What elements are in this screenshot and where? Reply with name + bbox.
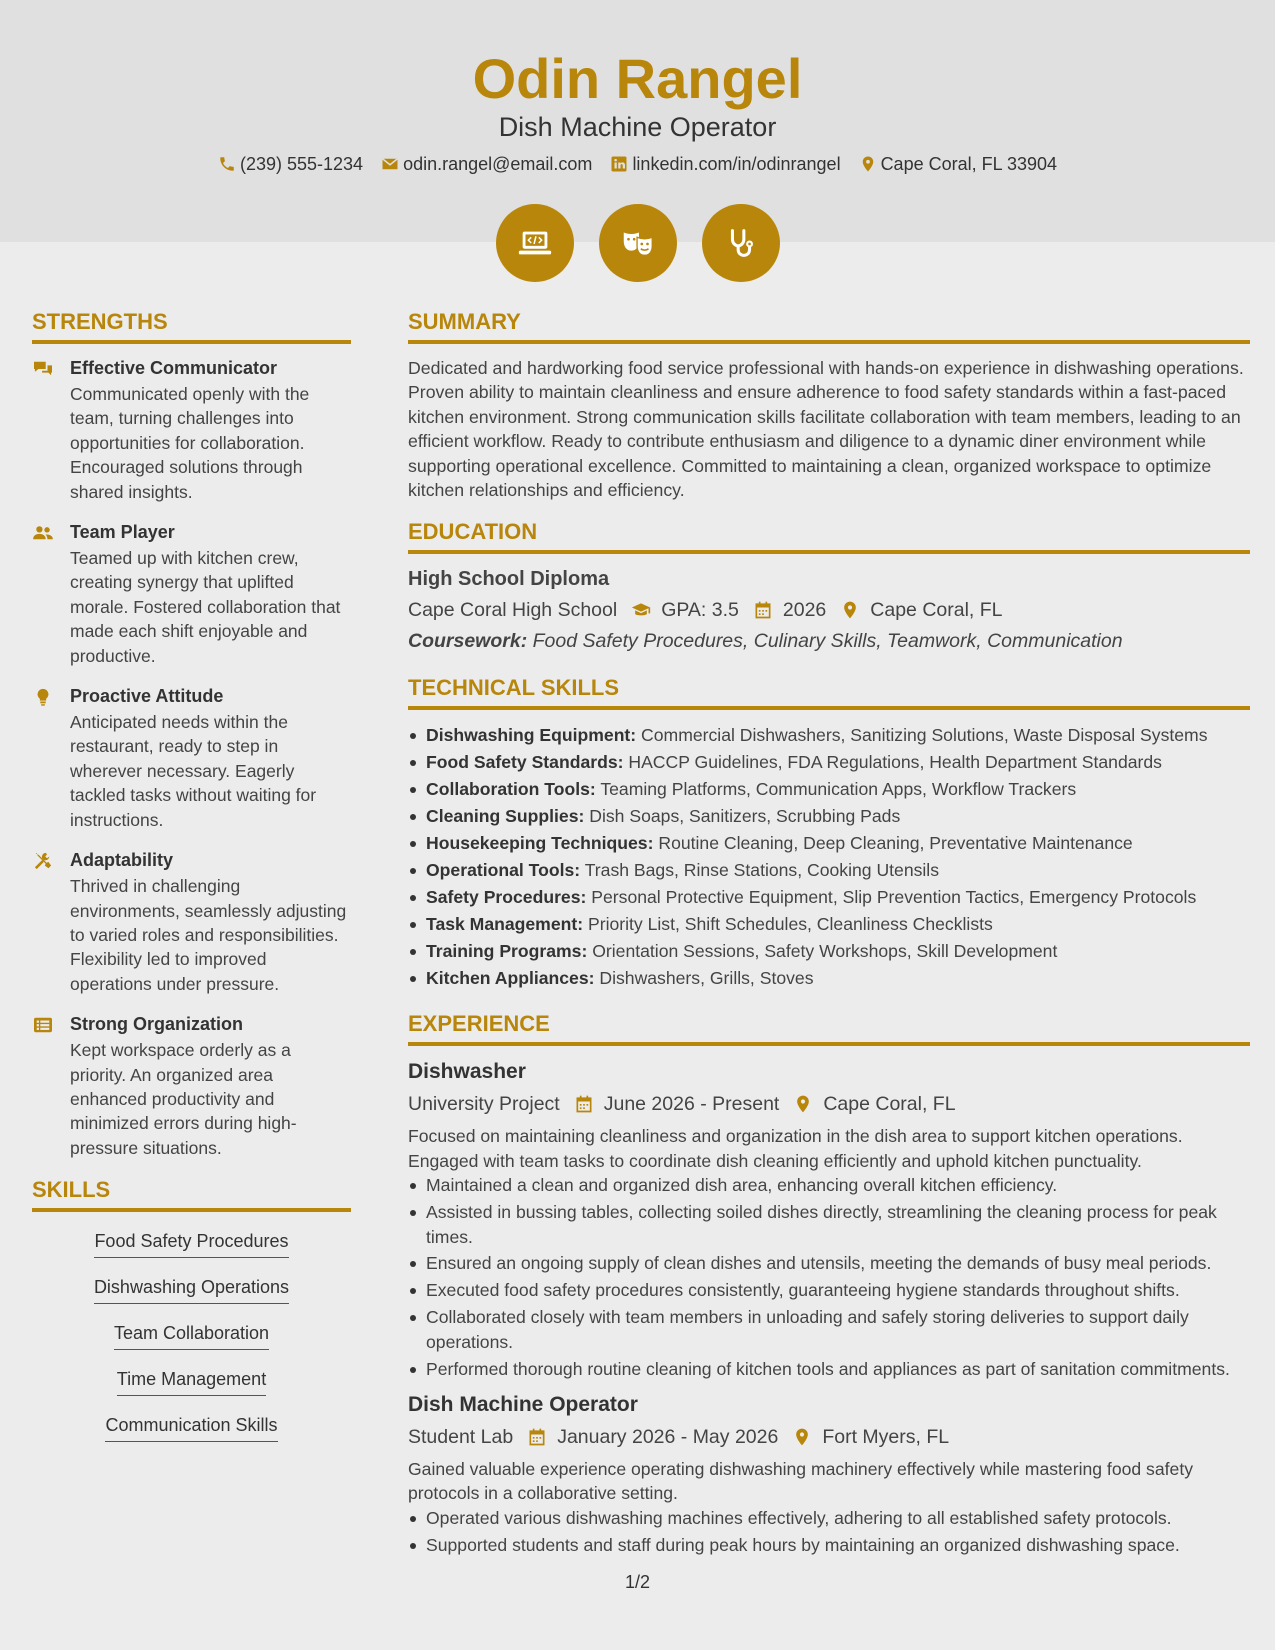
- summary-heading: SUMMARY: [408, 308, 1250, 344]
- right-column: [408, 308, 1250, 1567]
- location-text: Cape Coral, FL 33904: [880, 154, 1058, 174]
- experience-entry: [408, 1058, 1250, 1381]
- strength-item: [32, 848, 351, 996]
- strength-title: Strong Organization: [70, 1014, 243, 1035]
- education-year: 2026: [782, 599, 827, 622]
- list-item: Operational Tools: Trash Bags, Rinse Stations, Cooking Utensils: [408, 857, 1250, 884]
- list-item: Dishwashing Equipment: Commercial Dishwashers, Sanitizing Solutions, Waste Disposal Systems: [408, 722, 1250, 749]
- interest-badges: [0, 204, 1275, 282]
- coursework-text: Food Safety Procedures, Culinary Skills, Teamwork, Communication: [532, 630, 1123, 653]
- experience-title: Dish Machine Operator: [408, 1393, 638, 1416]
- list-icon: [32, 1016, 54, 1034]
- calendar-icon: [753, 600, 773, 620]
- skill-item: Communication Skills: [105, 1408, 277, 1442]
- skill-item: Team Collaboration: [114, 1316, 269, 1350]
- skill-item: Food Safety Procedures: [94, 1224, 288, 1258]
- education-meta: [408, 596, 1250, 624]
- contact-phone[interactable]: [218, 152, 363, 176]
- strength-item: [32, 1012, 351, 1160]
- list-item: Collaboration Tools: Teaming Platforms, Communication Apps, Workflow Trackers: [408, 776, 1250, 803]
- strength-description: Kept workspace orderly as a priority. An organized area enhanced productivity and minimized errors during high-pressure situations.: [70, 1040, 297, 1158]
- list-item: Assisted in bussing tables, collecting soiled dishes directly, streamlining the cleaning process for peak times.: [408, 1200, 1250, 1249]
- map-marker-icon: [859, 155, 877, 173]
- contact-row: [0, 152, 1275, 176]
- strength-item: [32, 356, 351, 504]
- theater-masks-icon: [599, 204, 677, 282]
- coursework: [408, 626, 1250, 656]
- summary-text: Dedicated and hardworking food service professional with hands-on experience in dishwashing operations. Proven ability to maintain cleanliness and ensure adherence to food safety standards within a fast-paced kitchen environment. Strong communication skills facilitate collaboration with team members, leading to an efficient workflow. Ready to contribute enthusiasm and diligence to a dynamic diner environment while supporting operational excellence. Committed to maintaining a clean, organized workspace to optimize kitchen relationships and efficiency.: [408, 358, 1244, 501]
- strengths-heading: STRENGTHS: [32, 308, 351, 344]
- list-item: Food Safety Standards: HACCP Guidelines, FDA Regulations, Health Department Standards: [408, 749, 1250, 776]
- experience-location: Fort Myers, FL: [822, 1426, 950, 1448]
- envelope-icon: [381, 155, 399, 173]
- strength-title: Proactive Attitude: [70, 686, 224, 707]
- strength-title: Adaptability: [70, 850, 174, 871]
- list-item: Performed thorough routine cleaning of kitchen tools and appliances as part of sanitation commitments.: [408, 1357, 1250, 1381]
- page-number: 1/2: [624, 1572, 651, 1592]
- lightbulb-icon: [32, 688, 54, 706]
- map-marker-icon: [792, 1427, 812, 1447]
- experience-entry: [408, 1391, 1250, 1557]
- list-item: Cleaning Supplies: Dish Soaps, Sanitizers, Scrubbing Pads: [408, 803, 1250, 830]
- experience-bullets: [408, 1506, 1250, 1557]
- strength-title: Team Player: [70, 522, 175, 543]
- experience-org: Student Lab: [408, 1426, 514, 1448]
- stethoscope-icon: [702, 204, 780, 282]
- technical-skills-heading: TECHNICAL SKILLS: [408, 674, 1250, 710]
- experience-description: Focused on maintaining cleanliness and organization in the dish area to support kitchen operations. Engaged with team tasks to coordinate dish cleaning efficiently and uphold kitchen punctuality.: [408, 1126, 1183, 1171]
- email-text: odin.rangel@email.com: [403, 154, 593, 174]
- list-item: Collaborated closely with team members in unloading and safely storing deliveries to support daily operations.: [408, 1305, 1250, 1354]
- skills-heading: SKILLS: [32, 1176, 351, 1212]
- strength-item: [32, 520, 351, 668]
- phone-text: (239) 555-1234: [239, 154, 364, 174]
- experience-title: Dishwasher: [408, 1060, 526, 1084]
- education-heading: EDUCATION: [408, 518, 1250, 554]
- experience-org: University Project: [408, 1093, 560, 1116]
- list-item: Maintained a clean and organized dish area, enhancing overall kitchen efficiency.: [408, 1173, 1250, 1197]
- experience-meta: [408, 1090, 1250, 1118]
- list-item: Training Programs: Orientation Sessions, Safety Workshops, Skill Development: [408, 938, 1250, 965]
- strength-description: Thrived in challenging environments, seamlessly adjusting to varied roles and responsibilities. Flexibility led to improved operations under pressure.: [70, 876, 347, 994]
- list-item: Executed food safety procedures consistently, guaranteeing hygiene standards throughout shifts.: [408, 1278, 1250, 1302]
- calendar-icon: [527, 1427, 547, 1447]
- list-item: Supported students and staff during peak hours by maintaining an organized dishwashing space.: [408, 1533, 1250, 1557]
- experience-bullets: [408, 1173, 1250, 1381]
- experience-meta: [408, 1423, 1250, 1451]
- education-gpa: GPA: 3.5: [661, 599, 739, 622]
- linkedin-text: linkedin.com/in/odinrangel: [632, 154, 841, 174]
- experience-description: Gained valuable experience operating dishwashing machinery effectively while mastering food safety protocols in a collaborative setting.: [408, 1459, 1194, 1504]
- experience-location: Cape Coral, FL: [823, 1093, 956, 1116]
- list-item: Task Management: Priority List, Shift Schedules, Cleanliness Checklists: [408, 911, 1250, 938]
- phone-icon: [218, 155, 236, 173]
- education-location: Cape Coral, FL: [870, 599, 1003, 622]
- contact-email[interactable]: [381, 152, 592, 176]
- experience-heading: EXPERIENCE: [408, 1010, 1250, 1046]
- education-school: Cape Coral High School: [408, 599, 618, 622]
- list-item: Operated various dishwashing machines effectively, adhering to all established safety protocols.: [408, 1506, 1250, 1530]
- skill-item: Dishwashing Operations: [94, 1270, 289, 1304]
- contact-location: [859, 152, 1057, 176]
- strength-item: [32, 684, 351, 832]
- experience-dates: January 2026 - May 2026: [557, 1426, 779, 1448]
- tools-icon: [32, 852, 54, 870]
- list-item: Housekeeping Techniques: Routine Cleaning, Deep Cleaning, Preventative Maintenance: [408, 830, 1250, 857]
- linkedin-icon: [610, 155, 628, 173]
- left-column: [32, 308, 351, 1454]
- strength-description: Communicated openly with the team, turning challenges into opportunities for collaboration. Encouraged solutions through shared insights.: [70, 384, 310, 502]
- education-degree: High School Diploma: [408, 568, 610, 591]
- comments-icon: [32, 360, 54, 378]
- list-item: Ensured an ongoing supply of clean dishes and utensils, meeting the demands of busy meal periods.: [408, 1251, 1250, 1275]
- skills-list: [32, 1224, 351, 1454]
- graduation-cap-icon: [631, 600, 651, 620]
- coursework-label: Coursework:: [408, 630, 528, 653]
- map-marker-icon: [793, 1094, 813, 1114]
- experience-dates: June 2026 - Present: [603, 1093, 780, 1116]
- candidate-name: Odin Rangel: [472, 47, 803, 110]
- skill-item: Time Management: [117, 1362, 266, 1396]
- technical-skills-list: [408, 722, 1250, 992]
- calendar-icon: [574, 1094, 594, 1114]
- list-item: Safety Procedures: Personal Protective Equipment, Slip Prevention Tactics, Emergency Protocols: [408, 884, 1250, 911]
- list-item: Kitchen Appliances: Dishwashers, Grills, Stoves: [408, 965, 1250, 992]
- laptop-code-icon: [496, 204, 574, 282]
- users-icon: [32, 524, 54, 542]
- strength-title: Effective Communicator: [70, 358, 278, 378]
- strength-description: Anticipated needs within the restaurant, ready to step in wherever necessary. Eagerly tackled tasks without waiting for instructions.: [70, 712, 317, 830]
- map-marker-icon: [840, 600, 860, 620]
- strength-description: Teamed up with kitchen crew, creating synergy that uplifted morale. Fostered collaboration that made each shift enjoyable and productive.: [70, 548, 341, 666]
- contact-linkedin[interactable]: [610, 152, 840, 176]
- job-title: Dish Machine Operator: [498, 112, 777, 142]
